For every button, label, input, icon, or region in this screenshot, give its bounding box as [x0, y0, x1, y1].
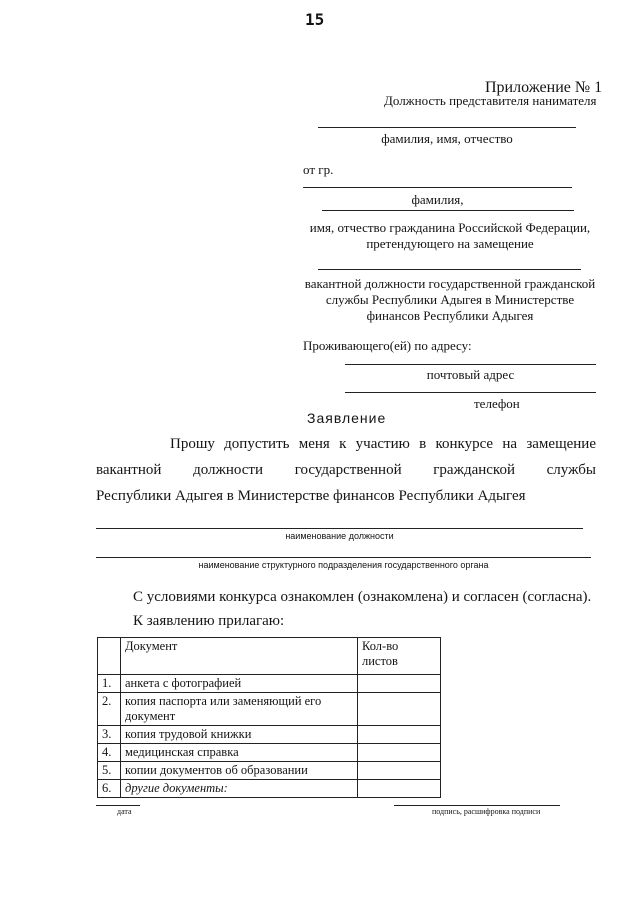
conditions-statement: С условиями конкурса ознакомлен (ознакомлена) и согласен (согласна). — [133, 589, 592, 605]
appendix-label: Приложение № 1 — [485, 79, 603, 96]
applicant-surname-line — [303, 187, 572, 188]
table-row — [98, 762, 441, 780]
row-number: 3. — [98, 726, 121, 744]
address-label: Проживающего(ей) по адресу: — [303, 338, 472, 353]
row-number: 2. — [98, 693, 121, 726]
position-caption: наименование должности — [285, 531, 394, 541]
employer-name-line — [318, 127, 576, 128]
row-count-cell — [358, 726, 441, 744]
phone-caption: телефон — [474, 396, 520, 411]
row-document: копии документов об образовании — [121, 762, 358, 780]
row-document: другие документы: — [121, 780, 358, 798]
table-row — [98, 693, 441, 726]
vacancy-line — [318, 269, 581, 270]
applicant-caption: имя, отчество гражданина Российской Федерации, претендующего на замещение — [309, 220, 591, 251]
applicant-name-line — [322, 210, 574, 211]
row-document: копия трудовой книжки — [121, 726, 358, 744]
word: государственной — [294, 462, 402, 478]
postal-address-line — [345, 364, 596, 365]
request-paragraph-line3: Республики Адыгея в Министерстве финансов Республики Адыгея — [96, 488, 526, 504]
row-number: 4. — [98, 744, 121, 762]
vacancy-caption: вакантной должности государственной гражданской службы Республики Адыгея в Министерстве финансов Республики Адыгея — [304, 276, 596, 323]
table-header-row — [98, 638, 441, 675]
table-header-cell: Кол-во листов — [358, 638, 441, 675]
document-title: Заявление — [307, 410, 387, 426]
row-document: медицинская справка — [121, 744, 358, 762]
word: должности — [193, 462, 264, 478]
unit-line — [96, 557, 591, 558]
row-count-cell — [358, 780, 441, 798]
position-line — [96, 528, 583, 529]
row-count-cell — [358, 744, 441, 762]
request-paragraph-line2 — [96, 462, 596, 479]
row-document: анкета с фотографией — [121, 675, 358, 693]
phone-line — [345, 392, 596, 393]
table-row — [98, 780, 441, 798]
word: службы — [546, 462, 596, 478]
table-row — [98, 675, 441, 693]
word: вакантной — [96, 462, 162, 478]
row-number: 5. — [98, 762, 121, 780]
row-count-cell — [358, 693, 441, 726]
row-document: копия паспорта или заменяющий его документ — [121, 693, 358, 726]
word: гражданской — [433, 462, 515, 478]
table-row — [98, 726, 441, 744]
table-row — [98, 744, 441, 762]
date-line — [96, 805, 140, 806]
attachments-label: К заявлению прилагаю: — [133, 613, 285, 629]
employer-name-caption: фамилия, имя, отчество — [381, 131, 513, 146]
row-number: 1. — [98, 675, 121, 693]
signature-line — [394, 805, 560, 806]
request-paragraph-line1: Прошу допустить меня к участию в конкурсе на замещение — [170, 436, 596, 452]
signature-caption: подпись, расшифровка подписи — [432, 807, 541, 816]
attachments-table — [97, 637, 441, 798]
row-count-cell — [358, 762, 441, 780]
unit-caption: наименование структурного подразделения государственного органа — [198, 560, 489, 570]
applicant-surname-caption: фамилия, — [411, 192, 464, 207]
row-count-cell — [358, 675, 441, 693]
employer-position-label: Должность представителя нанимателя — [384, 93, 597, 108]
page-number: 15 — [305, 10, 325, 29]
from-label: от гр. — [303, 162, 334, 177]
date-caption: дата — [117, 807, 132, 816]
postal-address-caption: почтовый адрес — [426, 367, 515, 382]
row-number: 6. — [98, 780, 121, 798]
table-header-cell: Документ — [121, 638, 358, 675]
table-header-cell — [98, 638, 121, 675]
